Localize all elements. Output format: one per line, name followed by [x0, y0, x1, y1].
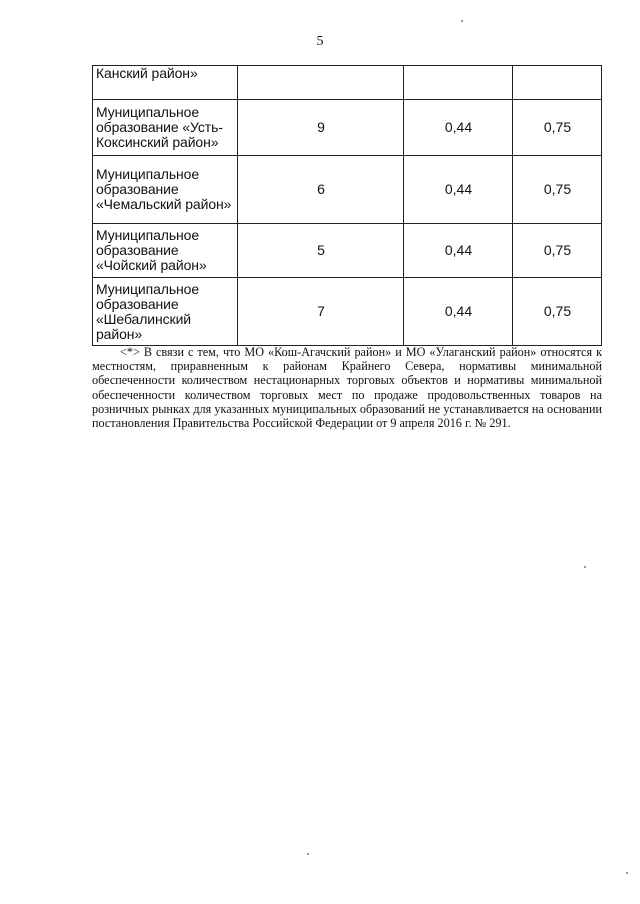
table-row — [93, 66, 602, 100]
municipality-name-cell: Муниципальное образование «Усть-Коксинский район» — [93, 100, 238, 156]
municipality-name-cell: Муниципальное образование «Чемальский район» — [93, 156, 238, 224]
scan-speck — [307, 853, 309, 855]
norm-cell-1: 0,44 — [404, 100, 513, 156]
norm-cell-1: 0,44 — [404, 224, 513, 278]
norm-cell-2 — [513, 66, 602, 100]
objects-count-cell: 5 — [238, 224, 404, 278]
municipality-name-cell: Муниципальное образование «Шебалинский район» — [93, 278, 238, 346]
norm-cell-2: 0,75 — [513, 156, 602, 224]
table-row — [93, 100, 602, 156]
page-number: 5 — [316, 34, 324, 49]
norm-cell-1: 0,44 — [404, 278, 513, 346]
scan-speck — [584, 566, 586, 568]
footnote-text: <*> В связи с тем, что МО «Кош-Агачский район» и МО «Улаганский район» относятся к местностям, приравненным к районам Крайнего Севера, нормативы минимальной обеспеченности количеством нестационарных торговых объектов и нормативы минимальной обеспеченности количеством торговых мест по продаже продовольственных товаров на розничных рынках для указанных муниципальных образований не устанавливается на основании постановления Правительства Российской Федерации от 9 апреля 2016 г. № 291. — [92, 345, 602, 431]
table-row — [93, 224, 602, 278]
objects-count-cell: 6 — [238, 156, 404, 224]
municipality-name-cell: Канский район» — [93, 66, 238, 100]
norm-cell-2: 0,75 — [513, 224, 602, 278]
objects-count-cell: 7 — [238, 278, 404, 346]
norm-cell-1: 0,44 — [404, 156, 513, 224]
norms-table — [92, 65, 602, 346]
table-row — [93, 278, 602, 346]
objects-count-cell — [238, 66, 404, 100]
table-row — [93, 156, 602, 224]
municipality-name-cell: Муниципальное образование «Чойский район» — [93, 224, 238, 278]
footnote — [92, 345, 602, 430]
norm-cell-1 — [404, 66, 513, 100]
norm-cell-2: 0,75 — [513, 278, 602, 346]
norm-cell-2: 0,75 — [513, 100, 602, 156]
objects-count-cell: 9 — [238, 100, 404, 156]
scan-speck — [626, 872, 628, 874]
scan-speck — [461, 20, 463, 22]
